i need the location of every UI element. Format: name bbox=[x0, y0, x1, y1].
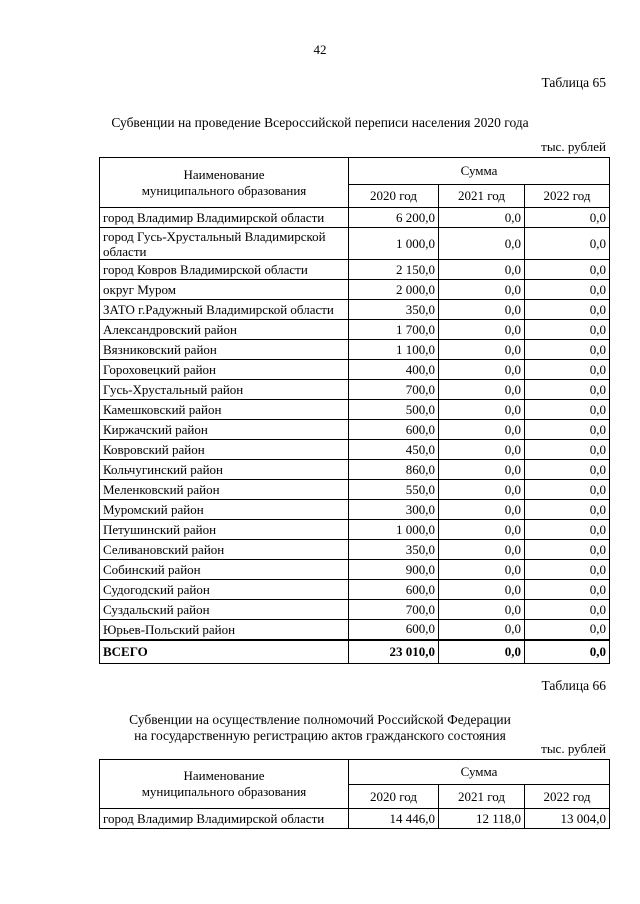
table-65-label: Таблица 65 bbox=[541, 75, 606, 90]
table-row bbox=[100, 400, 610, 420]
row-name: Меленковский район bbox=[100, 480, 349, 500]
header-name bbox=[100, 760, 349, 809]
value-2021: 0,0 bbox=[439, 280, 525, 300]
row-name: Александровский район bbox=[100, 320, 349, 340]
row-name: Киржачский район bbox=[100, 420, 349, 440]
table-row bbox=[100, 300, 610, 320]
value-2020: 600,0 bbox=[349, 420, 439, 440]
value-2020: 1 000,0 bbox=[349, 228, 439, 260]
value-2022: 0,0 bbox=[525, 600, 610, 620]
value-2022: 0,0 bbox=[525, 320, 610, 340]
value-2022: 0,0 bbox=[525, 228, 610, 260]
table-row bbox=[100, 340, 610, 360]
header-name-line1: Наименование bbox=[183, 166, 265, 182]
value-2020: 2 000,0 bbox=[349, 280, 439, 300]
table-row bbox=[100, 228, 610, 260]
value-2022: 0,0 bbox=[525, 560, 610, 580]
value-2020: 400,0 bbox=[349, 360, 439, 380]
value-2021: 0,0 bbox=[439, 560, 525, 580]
value-2021: 0,0 bbox=[439, 208, 525, 228]
header-name-line1: Наименование bbox=[183, 768, 265, 783]
table-row bbox=[100, 540, 610, 560]
table-66-title-line1: Субвенции на осуществление полномочий Российской Федерации bbox=[129, 712, 511, 727]
row-name: округ Муром bbox=[100, 280, 349, 300]
value-2022: 0,0 bbox=[525, 420, 610, 440]
value-2022: 0,0 bbox=[525, 208, 610, 228]
value-2021: 0,0 bbox=[439, 600, 525, 620]
value-2022: 0,0 bbox=[525, 340, 610, 360]
value-2022: 0,0 bbox=[525, 440, 610, 460]
header-sum: Сумма bbox=[349, 158, 610, 185]
value-2021: 0,0 bbox=[439, 340, 525, 360]
row-name: Юрьев-Польский район bbox=[100, 620, 349, 640]
header-year-2021: 2021 год bbox=[439, 185, 525, 208]
row-name: город Владимир Владимирской области bbox=[100, 809, 349, 829]
value-2021: 0,0 bbox=[439, 228, 525, 260]
value-2021: 0,0 bbox=[439, 300, 525, 320]
value-2021: 0,0 bbox=[439, 440, 525, 460]
value-2020: 600,0 bbox=[349, 620, 439, 640]
row-name: город Владимир Владимирской области bbox=[100, 208, 349, 228]
table-65-unit: тыс. рублей bbox=[541, 139, 606, 154]
value-2022: 0,0 bbox=[525, 380, 610, 400]
row-name: город Гусь-Хрустальный Владимирской области bbox=[100, 228, 349, 260]
value-2021: 12 118,0 bbox=[439, 809, 525, 829]
value-2022: 0,0 bbox=[525, 280, 610, 300]
value-2022: 0,0 bbox=[525, 520, 610, 540]
total-row bbox=[100, 640, 610, 664]
value-2022: 0,0 bbox=[525, 460, 610, 480]
value-2022: 13 004,0 bbox=[525, 809, 610, 829]
header-name bbox=[100, 158, 349, 208]
table-row bbox=[100, 440, 610, 460]
row-name: Муромский район bbox=[100, 500, 349, 520]
row-name: Камешковский район bbox=[100, 400, 349, 420]
value-2021: 0,0 bbox=[439, 460, 525, 480]
value-2022: 0,0 bbox=[525, 580, 610, 600]
value-2021: 0,0 bbox=[439, 620, 525, 640]
row-name: Вязниковский район bbox=[100, 340, 349, 360]
value-2020: 600,0 bbox=[349, 580, 439, 600]
value-2021: 0,0 bbox=[439, 420, 525, 440]
value-2021: 0,0 bbox=[439, 260, 525, 280]
value-2020: 450,0 bbox=[349, 440, 439, 460]
value-2021: 0,0 bbox=[439, 540, 525, 560]
value-2020: 860,0 bbox=[349, 460, 439, 480]
row-name: Суздальский район bbox=[100, 600, 349, 620]
table-row bbox=[100, 480, 610, 500]
table-66-title-line2: на государственную регистрацию актов гражданского состояния bbox=[134, 728, 506, 743]
value-2021: 0,0 bbox=[439, 380, 525, 400]
value-2020: 6 200,0 bbox=[349, 208, 439, 228]
value-2022: 0,0 bbox=[525, 400, 610, 420]
value-2020: 1 700,0 bbox=[349, 320, 439, 340]
header-sum: Сумма bbox=[349, 760, 610, 785]
header-name-line2: муниципального образования bbox=[141, 182, 307, 198]
value-2022: 0,0 bbox=[525, 500, 610, 520]
value-2022: 0,0 bbox=[525, 360, 610, 380]
header-year-2020: 2020 год bbox=[349, 785, 439, 809]
value-2020: 500,0 bbox=[349, 400, 439, 420]
table-66 bbox=[99, 759, 610, 829]
value-2022: 0,0 bbox=[525, 480, 610, 500]
value-2020: 350,0 bbox=[349, 300, 439, 320]
header-name-line2: муниципального образования bbox=[141, 784, 307, 799]
value-2022: 0,0 bbox=[525, 260, 610, 280]
table-66-unit: тыс. рублей bbox=[541, 741, 606, 756]
table-row bbox=[100, 380, 610, 400]
table-row bbox=[100, 260, 610, 280]
value-2020: 2 150,0 bbox=[349, 260, 439, 280]
value-2021: 0,0 bbox=[439, 480, 525, 500]
value-2020: 350,0 bbox=[349, 540, 439, 560]
value-2022: 0,0 bbox=[525, 540, 610, 560]
table-row bbox=[100, 360, 610, 380]
value-2022: 0,0 bbox=[525, 620, 610, 640]
table-row bbox=[100, 208, 610, 228]
value-2022: 0,0 bbox=[525, 300, 610, 320]
value-2020: 900,0 bbox=[349, 560, 439, 580]
value-2021: 0,0 bbox=[439, 580, 525, 600]
table-row bbox=[100, 320, 610, 340]
page-number: 42 bbox=[313, 42, 327, 57]
table-row bbox=[100, 460, 610, 480]
row-name: Ковровский район bbox=[100, 440, 349, 460]
row-name: Кольчугинский район bbox=[100, 460, 349, 480]
value-2022: 0,0 bbox=[525, 640, 610, 664]
value-2020: 700,0 bbox=[349, 600, 439, 620]
value-2021: 0,0 bbox=[439, 400, 525, 420]
table-row bbox=[100, 420, 610, 440]
header-year-2020: 2020 год bbox=[349, 185, 439, 208]
header-year-2021: 2021 год bbox=[439, 785, 525, 809]
value-2021: 0,0 bbox=[439, 500, 525, 520]
table-row bbox=[100, 600, 610, 620]
header-year-2022: 2022 год bbox=[525, 785, 610, 809]
header-year-2022: 2022 год bbox=[525, 185, 610, 208]
value-2020: 300,0 bbox=[349, 500, 439, 520]
value-2020: 550,0 bbox=[349, 480, 439, 500]
table-row bbox=[100, 520, 610, 540]
table-row bbox=[100, 580, 610, 600]
value-2021: 0,0 bbox=[439, 640, 525, 664]
table-66-label: Таблица 66 bbox=[541, 678, 606, 693]
value-2020: 23 010,0 bbox=[349, 640, 439, 664]
value-2020: 1 100,0 bbox=[349, 340, 439, 360]
value-2020: 1 000,0 bbox=[349, 520, 439, 540]
table-row bbox=[100, 500, 610, 520]
table-65 bbox=[99, 157, 610, 664]
row-name: ЗАТО г.Радужный Владимирской области bbox=[100, 300, 349, 320]
table-65-title: Субвенции на проведение Всероссийской переписи населения 2020 года bbox=[111, 115, 529, 130]
row-name: Судогодский район bbox=[100, 580, 349, 600]
value-2020: 14 446,0 bbox=[349, 809, 439, 829]
value-2021: 0,0 bbox=[439, 320, 525, 340]
value-2021: 0,0 bbox=[439, 360, 525, 380]
value-2021: 0,0 bbox=[439, 520, 525, 540]
row-name: Петушинский район bbox=[100, 520, 349, 540]
table-row bbox=[100, 280, 610, 300]
table-row bbox=[100, 560, 610, 580]
value-2020: 700,0 bbox=[349, 380, 439, 400]
row-name: ВСЕГО bbox=[100, 640, 349, 664]
table-row bbox=[100, 809, 610, 829]
row-name: Гороховецкий район bbox=[100, 360, 349, 380]
row-name: Селивановский район bbox=[100, 540, 349, 560]
row-name: город Ковров Владимирской области bbox=[100, 260, 349, 280]
table-row bbox=[100, 620, 610, 640]
row-name: Гусь-Хрустальный район bbox=[100, 380, 349, 400]
row-name: Собинский район bbox=[100, 560, 349, 580]
